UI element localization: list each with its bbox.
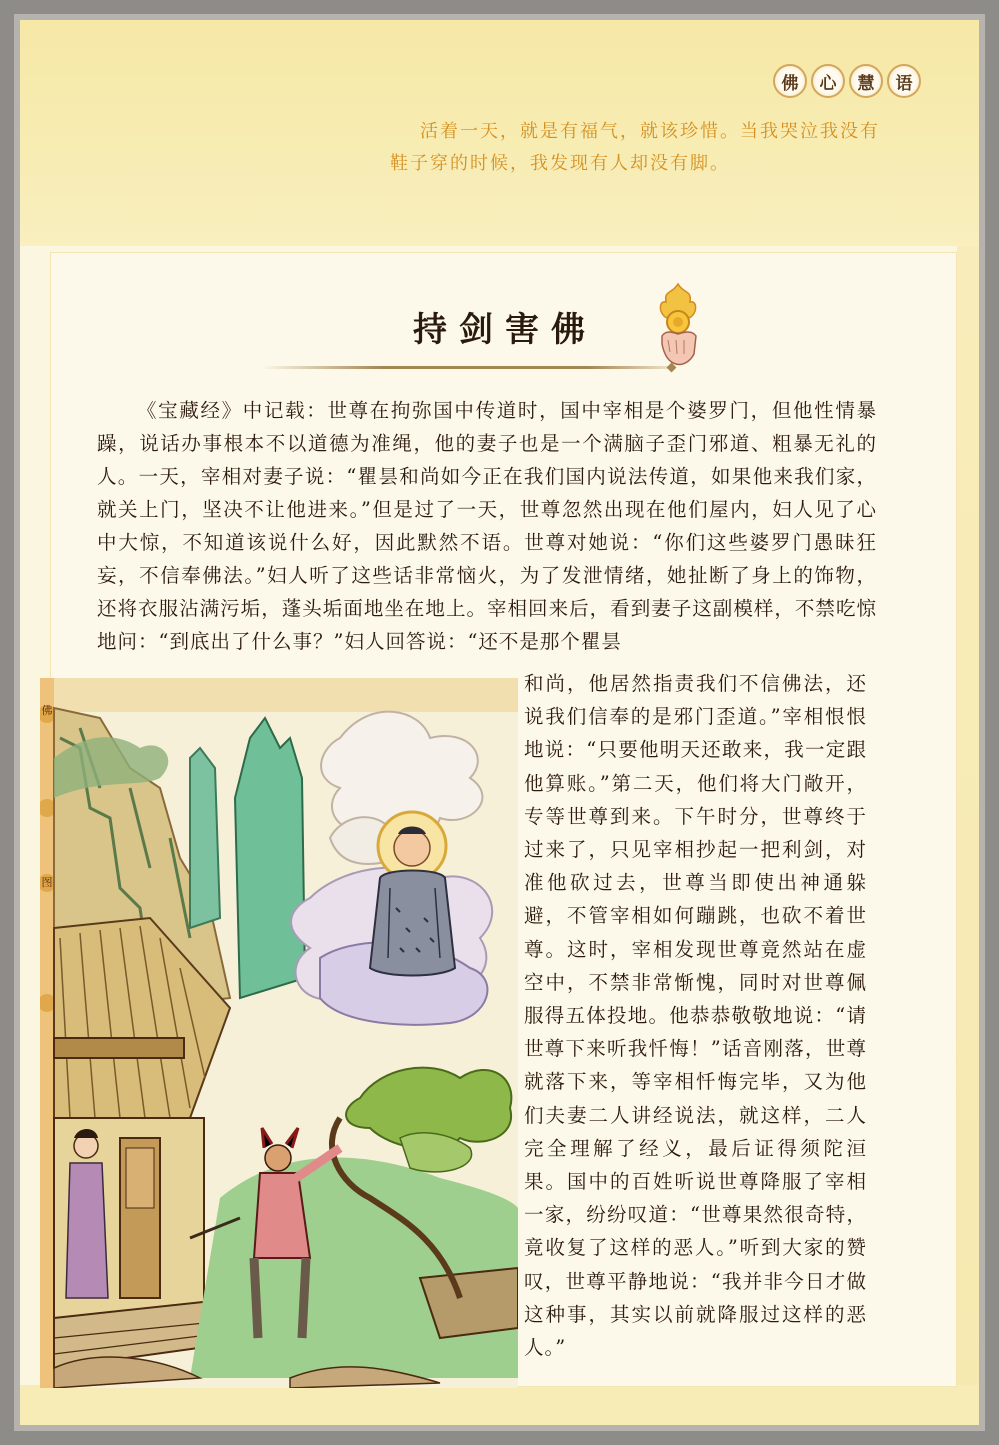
article-body bbox=[97, 394, 877, 658]
title-underline bbox=[260, 366, 670, 369]
illustration-side-label: 佛 bbox=[41, 704, 53, 717]
bottom-band bbox=[20, 1385, 979, 1425]
book-page bbox=[20, 20, 979, 1425]
section-tag-char: 心 bbox=[811, 64, 845, 98]
section-tag-char: 佛 bbox=[773, 64, 807, 98]
section-tag-char: 语 bbox=[887, 64, 921, 98]
section-tag bbox=[773, 64, 921, 98]
article-title: 持剑害佛 bbox=[413, 310, 597, 350]
right-margin-band bbox=[957, 246, 979, 1425]
section-tag-char: 慧 bbox=[849, 64, 883, 98]
article-side-column: 和尚，他居然指责我们不信佛法，还说我们信奉的是邪门歪道。”宰相恨恨地说：“只要他明天还敢来，我一定跟他算账。”第二天，他们将大门敞开，专等世尊到来。下午时分，世尊终于过来了，只见宰相抄起一把利剑，对准他砍过去，世尊当即使出神通躲避，不管宰相如何蹦跳，也砍不着世尊。这时，宰相发现世尊竟然站在虚空中，不禁非常惭愧，同时对世尊佩服得五体投地。他恭恭敬敬地说：“请世尊下来听我忏悔！”话音刚落，世尊就落下来，等宰相忏悔完毕，又为他们夫妻二人讲经说法，就这样，二人完全理解了经义，最后证得须陀洹果。国中的百姓听说世尊降服了宰相一家，纷纷叹道：“世尊果然很奇特，竟收复了这样的恶人。”听到大家的赞叹，世尊平静地说：“我并非今日才做这种事，其实以前就降服过这样的恶人。” bbox=[524, 672, 867, 1360]
buddha-hand-flame-icon bbox=[648, 282, 708, 372]
article-paragraph: 《宝藏经》中记载：世尊在拘弥国中传道时，国中宰相是个婆罗门，但他性情暴躁，说话办事根本不以道德为准绳，他的妻子也是一个满脑子歪门邪道、粗暴无礼的人。一天，宰相对妻子说：“瞿昙和尚如今正在我们国内说法传道，如果他来我们家，就关上门，坚决不让他进来。”但是过了一天，世尊忽然出现在他们屋内，妇人见了心中大惊，不知道该说什么好，因此默然不语。世尊对她说：“你们这些婆罗门愚昧狂妄，不信奉佛法。”妇人听了这些话非常恼火，为了发泄情绪，她扯断了身上的饰物，还将衣服沾满污垢，蓬头垢面地坐在地上。宰相回来后，看到妻子这副模样，不禁吃惊地问：“到底出了什么事？”妇人回答说：“还不是那个瞿昙 bbox=[97, 399, 877, 653]
buddha-illustration bbox=[40, 678, 518, 1388]
epigraph-quote: 活着一天，就是有福气，就该珍惜。当我哭泣我没有鞋子穿的时候，我发现有人却没有脚。 bbox=[390, 121, 880, 174]
illustration-side-label: 图 bbox=[41, 876, 53, 889]
illustration-painting bbox=[40, 678, 518, 1388]
